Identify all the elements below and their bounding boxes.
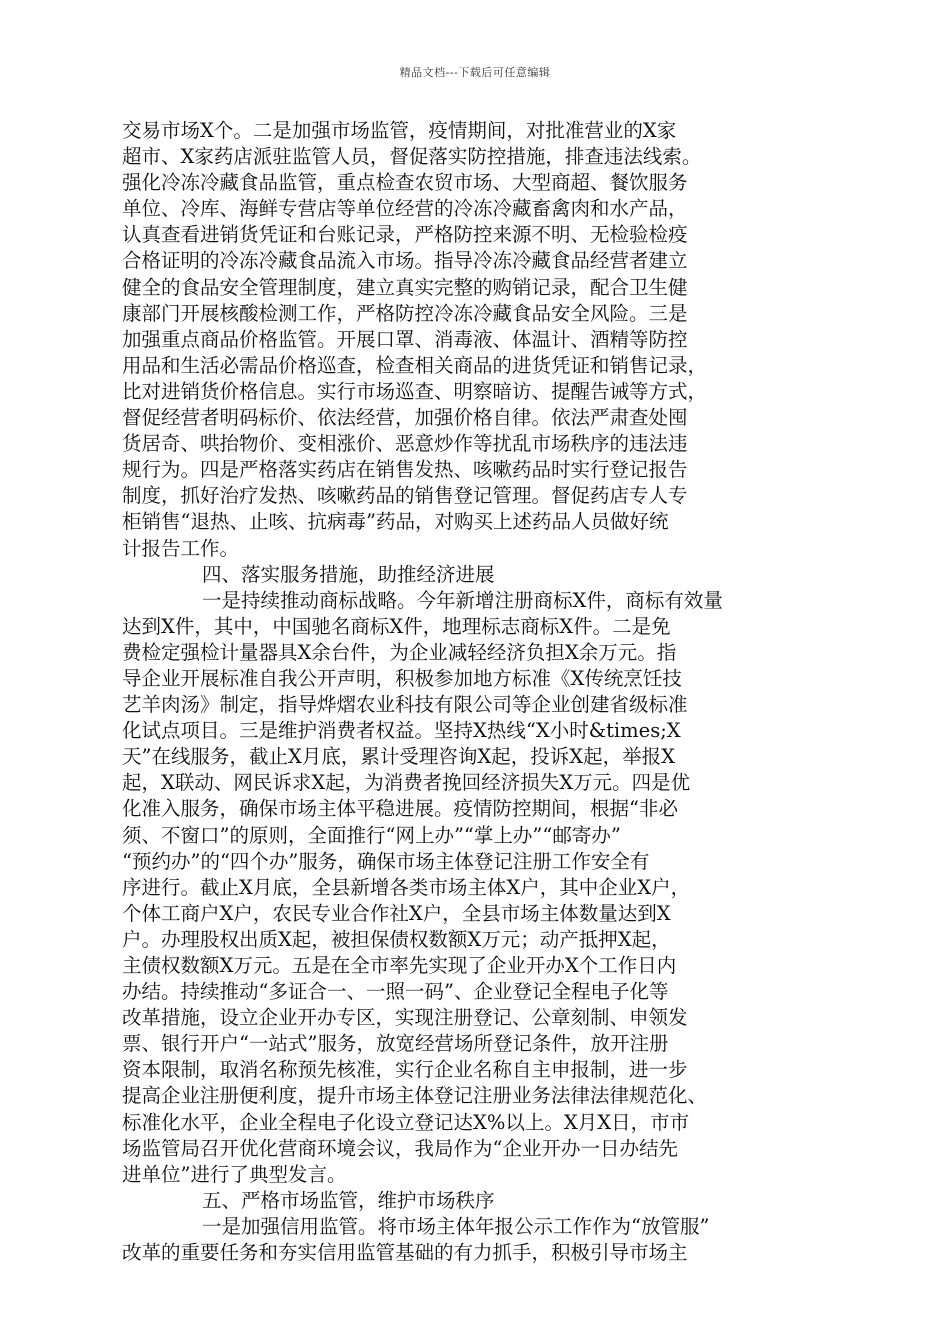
body-line: 标准化水平，企业全程电子化设立登记达X%以上。X月X日，市市 [122, 1110, 690, 1134]
body-line: 进单位”进行了典型发言。 [122, 1162, 347, 1186]
body-line: 序进行。截止X月底，全县新增各类市场主体X户，其中企业X户， [122, 875, 691, 899]
body-line: 规行为。四是严格落实药店在销售发热、咳嗽药品时实行登记报告 [122, 458, 688, 482]
section-heading: 五、严格市场监管，维护市场秩序 [202, 1188, 495, 1212]
body-line: 用品和生活必需品价格巡查，检查相关商品的进货凭证和销售记录， [122, 353, 708, 377]
body-line: 单位、冷库、海鲜专营店等单位经营的冷冻冷藏畜禽肉和水产品， [122, 197, 688, 221]
section-heading: 四、落实服务措施，助推经济进展 [202, 562, 495, 586]
body-line: 督促经营者明码标价、依法经营，加强价格自律。依法严肃查处囤 [122, 406, 688, 430]
body-line: 柜销售“退热、止咳、抗病毒”药品，对购买上述药品人员做好统 [122, 510, 669, 534]
body-line: 健全的食品安全管理制度，建立真实完整的购销记录，配合卫生健 [122, 275, 688, 299]
body-line: 场监管局召开优化营商环境会议，我局作为“企业开办一日办结先 [122, 1136, 678, 1160]
body-line: 合格证明的冷冻冷藏食品流入市场。指导冷冻冷藏食品经营者建立 [122, 249, 688, 273]
paragraph-first-line: 一是加强信用监管。将市场主体年报公示工作作为“放管服” [202, 1214, 710, 1238]
body-line: 货居奇、哄抬物价、变相涨价、恶意炒作等扰乱市场秩序的违法违 [122, 432, 688, 456]
body-line: 户。办理股权出质X起，被担保债权数额X万元；动产抵押X起， [122, 927, 671, 951]
body-line: 办结。持续推动“多证合一、一照一码”、企业登记全程电子化等 [122, 980, 669, 1004]
paragraph-first-line: 一是持续推动商标战略。今年新增注册商标X件，商标有效量 [202, 588, 723, 612]
body-line: 化准入服务，确保市场主体平稳进展。疫情防控期间，根据“非必 [122, 797, 678, 821]
body-line: 交易市场X个。二是加强市场监管，疫情期间，对批准营业的X家 [122, 119, 677, 142]
body-line: 导企业开展标准自我公开声明，积极参加地方标准《X传统烹饪技 [122, 666, 682, 690]
body-line: 改革措施，设立企业开办专区，实现注册登记、公章刻制、申领发 [122, 1006, 688, 1030]
body-line: 认真查看进销货凭证和台账记录，严格防控来源不明、无检验检疫 [122, 223, 688, 247]
body-line: 个体工商户X户，农民专业合作社X户，全县市场主体数量达到X [122, 901, 671, 925]
body-line: 起，X联动、网民诉求X起，为消费者挽回经济损失X万元。四是优 [122, 771, 691, 795]
body-line: 制度，抓好治疗发热、咳嗽药品的销售登记管理。督促药店专人专 [122, 484, 688, 508]
body-line: 艺羊肉汤》制定，指导烨熠农业科技有限公司等企业创建省级标准 [122, 693, 688, 717]
body-line: 强化冷冻冷藏食品监管，重点检查农贸市场、大型商超、餐饮服务 [122, 171, 688, 195]
body-line: 提高企业注册便利度，提升市场主体登记注册业务法律法律规范化、 [122, 1084, 708, 1108]
body-line: 超市、X家药店派驻监管人员，督促落实防控措施，排查违法线索。 [122, 145, 702, 169]
body-line: 改革的重要任务和夯实信用监管基础的有力抓手，积极引导市场主 [122, 1241, 688, 1265]
body-line: 须、不窗口”的原则，全面推行“网上办”“掌上办”“邮寄办” [122, 823, 621, 847]
body-line: 比对进销货价格信息。实行市场巡查、明察暗访、提醒告诫等方式， [122, 379, 708, 403]
body-line: 天”在线服务，截止X月底，累计受理咨询X起，投诉X起，举报X [122, 745, 675, 769]
body-line: 达到X件，其中，中国驰名商标X件，地理标志商标X件。二是免 [122, 614, 671, 638]
body-line: 费检定强检计量器具X余台件，为企业减轻经济负担X余万元。指 [122, 640, 677, 664]
body-line: 票、银行开户“一站式”服务，放宽经营场所登记条件，放开注册 [122, 1032, 669, 1056]
body-line: 康部门开展核酸检测工作，严格防控冷冻冷藏食品安全风险。三是 [122, 301, 688, 325]
body-line: “预约办”的“四个办”服务，确保市场主体登记注册工作安全有 [122, 849, 650, 873]
document-body [122, 118, 822, 1266]
body-line: 资本限制，取消名称预先核准，实行企业名称自主申报制，进一步 [122, 1058, 688, 1082]
body-line: 主债权数额X万元。五是在全市率先实现了企业开办X个工作日内 [122, 954, 677, 977]
body-line: 化试点项目。三是维护消费者权益。坚持X热线“X小时&times;X [122, 719, 681, 743]
page-header: 精品文档---下载后可任意编辑 [399, 66, 551, 79]
body-line: 计报告工作。 [122, 536, 240, 560]
body-line: 加强重点商品价格监管。开展口罩、消毒液、体温计、酒精等防控 [122, 327, 688, 351]
